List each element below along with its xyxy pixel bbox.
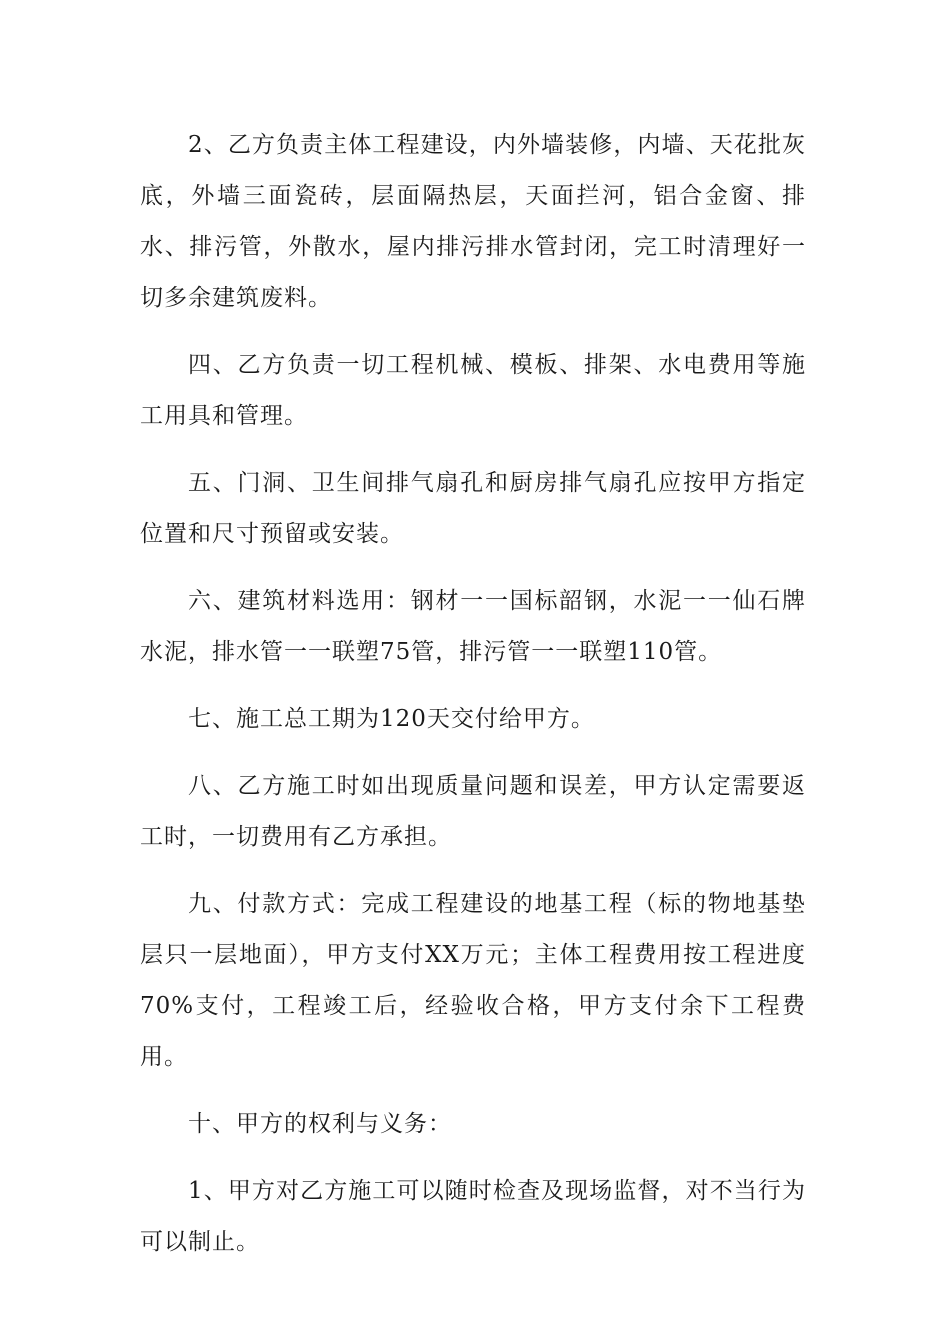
paragraph-item-9: 九、付款方式：完成工程建设的地基工程（标的物地基垫层只一层地面），甲方支付XX万元；主体工程费用按工程进度70%支付，工程竣工后，经验收合格，甲方支付余下工程费用。	[140, 891, 806, 1070]
paragraph-item-7: 七、施工总工期为120天交付给甲方。	[188, 706, 595, 732]
paragraph-item-8: 八、乙方施工时如出现质量问题和误差，甲方认定需要返工时，一切费用有乙方承担。	[140, 773, 806, 850]
paragraph-item-10: 十、甲方的权利与义务：	[188, 1111, 452, 1137]
paragraph-item-6: 六、建筑材料选用：钢材一一国标韶钢，水泥一一仙石牌水泥，排水管一一联塑75管，排污管一一联塑110管。	[140, 588, 806, 665]
paragraph-item-4: 四、乙方负责一切工程机械、模板、排架、水电费用等施工用具和管理。	[140, 352, 806, 429]
document-body	[140, 120, 806, 1284]
paragraph-item-10-1: 1、甲方对乙方施工可以随时检查及现场监督，对不当行为可以制止。	[140, 1178, 806, 1255]
paragraph-item-5: 五、门洞、卫生间排气扇孔和厨房排气扇孔应按甲方指定位置和尺寸预留或安装。	[140, 470, 806, 547]
paragraph-construction-scope: 2、乙方负责主体工程建设，内外墙装修，内墙、天花批灰底，外墙三面瓷砖，层面隔热层，天面拦河，铝合金窗、排水、排污管，外散水，屋内排污排水管封闭，完工时清理好一切多余建筑废料。	[140, 132, 806, 311]
